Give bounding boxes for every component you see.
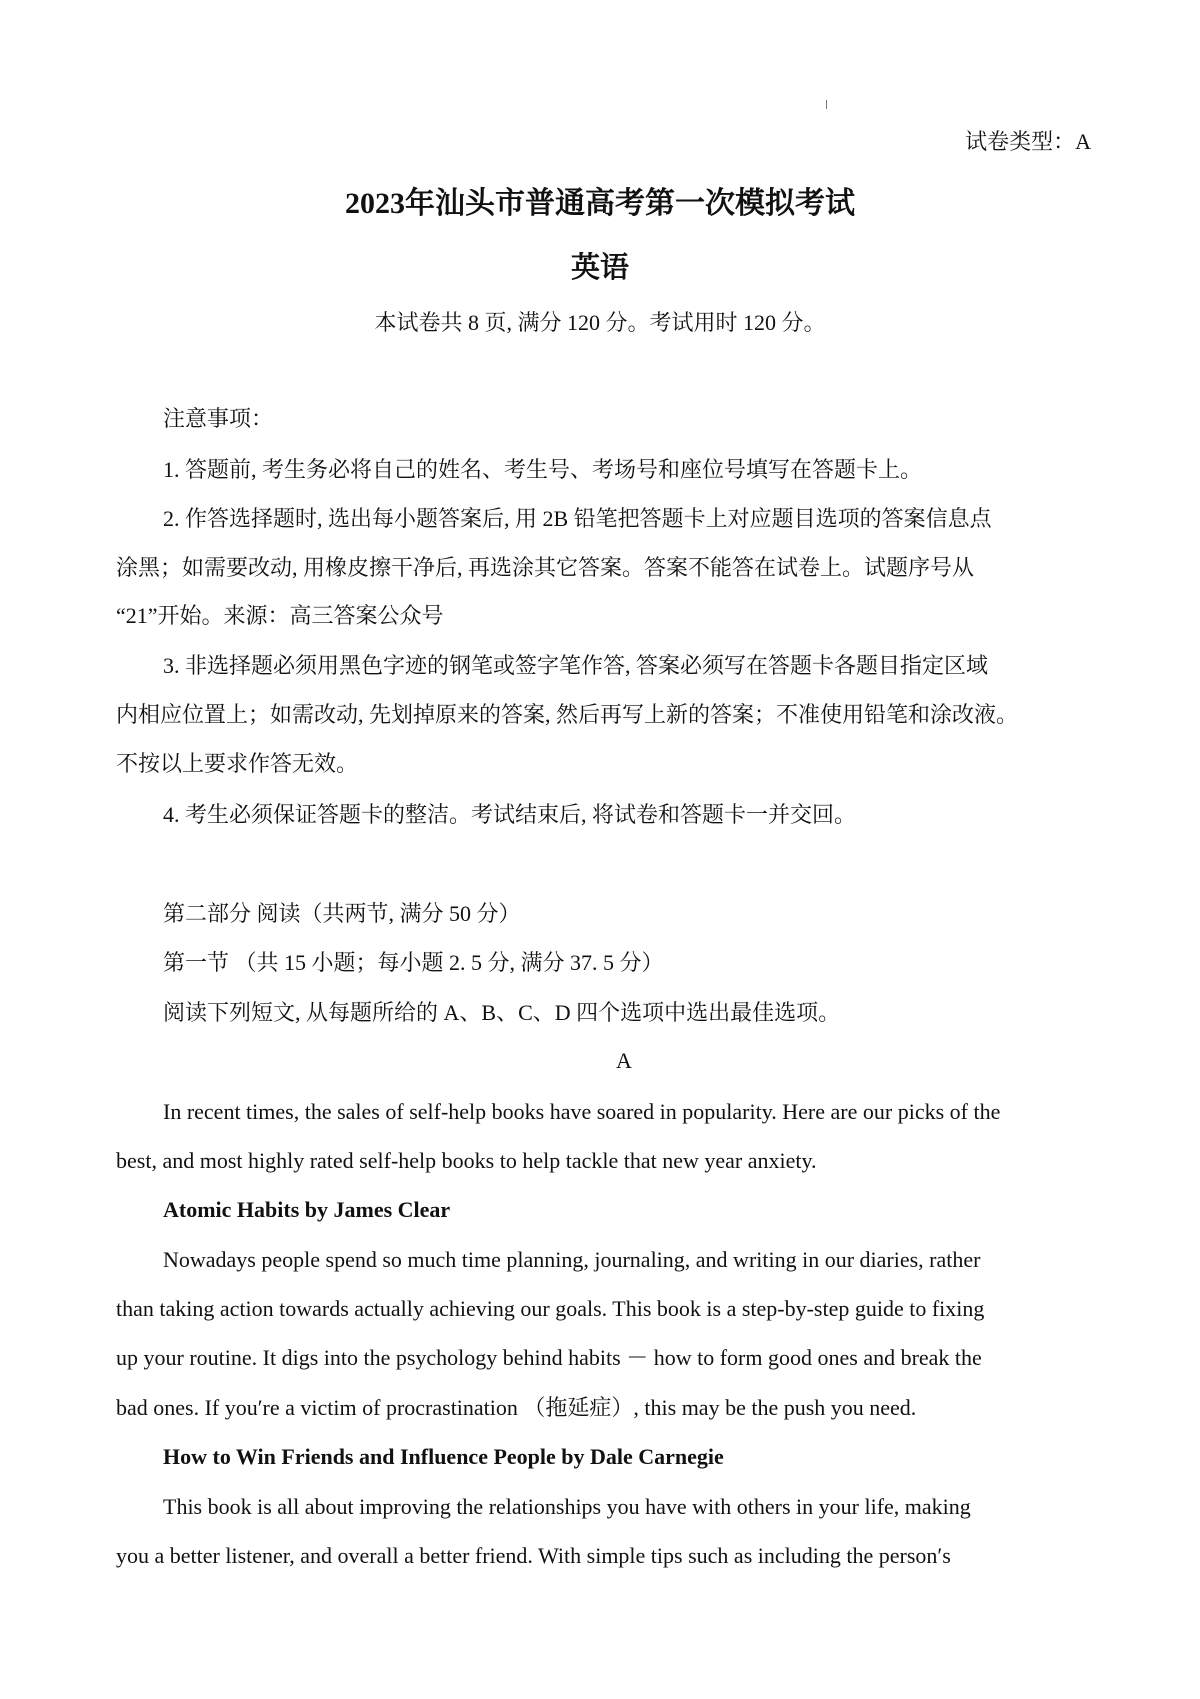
notes-heading: 注意事项： xyxy=(163,406,274,431)
part-heading: 第二部分 阅读（共两节, 满分 50 分） xyxy=(163,901,521,926)
note-item-3-line-2: 内相应位置上；如需改动, 先划掉原来的答案, 然后再写上新的答案；不准使用铅笔和涂改液。 xyxy=(116,702,1019,727)
book-2-line-2: you a better listener, and overall a better friend. With simple tips such as including the person′s xyxy=(116,1543,951,1568)
note-item-3-line-1: 3. 非选择题必须用黑色字迹的钢笔或签字笔作答, 答案必须写在答题卡各题目指定区域 xyxy=(163,653,989,678)
book-1-line-2: than taking action towards actually achieving our goals. This book is a step-by-step guide to fixing xyxy=(116,1296,985,1321)
intro-line-2: best, and most highly rated self-help books to help tackle that new year anxiety. xyxy=(116,1148,817,1173)
book-2-line-1: This book is all about improving the relationships you have with others in your life, making xyxy=(163,1494,971,1519)
book-1-title: Atomic Habits by James Clear xyxy=(163,1197,451,1222)
note-item-1: 1. 答题前, 考生务必将自己的姓名、考生号、考场号和座位号填写在答题卡上。 xyxy=(163,457,923,482)
note-item-3-line-3: 不按以上要求作答无效。 xyxy=(116,751,359,776)
exam-title: 2023年汕头市普通高考第一次模拟考试 xyxy=(345,187,855,220)
scan-mark xyxy=(826,100,827,109)
book-1-line-3: up your routine. It digs into the psychology behind habits － how to form good ones and break the xyxy=(116,1345,982,1370)
subsection-heading: 第一节 （共 15 小题；每小题 2. 5 分, 满分 37. 5 分） xyxy=(163,950,664,975)
intro-line-1: In recent times, the sales of self-help books have soared in popularity. Here are our picks of the xyxy=(163,1099,1001,1124)
book-1-line-1: Nowadays people spend so much time planning, journaling, and writing in our diaries, rather xyxy=(163,1247,981,1272)
note-item-2-line-3: “21”开始。来源：高三答案公众号 xyxy=(116,603,444,628)
passage-label: A xyxy=(616,1048,632,1073)
book-2-title: How to Win Friends and Influence People by Dale Carnegie xyxy=(163,1444,724,1469)
note-item-4: 4. 考生必须保证答题卡的整洁。考试结束后, 将试卷和答题卡一并交回。 xyxy=(163,802,857,827)
instruction-text: 阅读下列短文, 从每题所给的 A、B、C、D 四个选项中选出最佳选项。 xyxy=(163,1000,841,1025)
paper-type-label: 试卷类型：A xyxy=(965,129,1091,154)
book-1-line-4: bad ones. If you′re a victim of procrastination （拖延症）, this may be the push you need. xyxy=(116,1395,917,1420)
subject-title: 英语 xyxy=(570,252,629,284)
note-item-2-line-2: 涂黑；如需要改动, 用橡皮擦干净后, 再选涂其它答案。答案不能答在试卷上。试题序号从 xyxy=(116,555,975,580)
note-item-2-line-1: 2. 作答选择题时, 选出每小题答案后, 用 2B 铅笔把答题卡上对应题目选项的答案信息点 xyxy=(163,506,992,531)
exam-info: 本试卷共 8 页, 满分 120 分。考试用时 120 分。 xyxy=(374,310,826,335)
